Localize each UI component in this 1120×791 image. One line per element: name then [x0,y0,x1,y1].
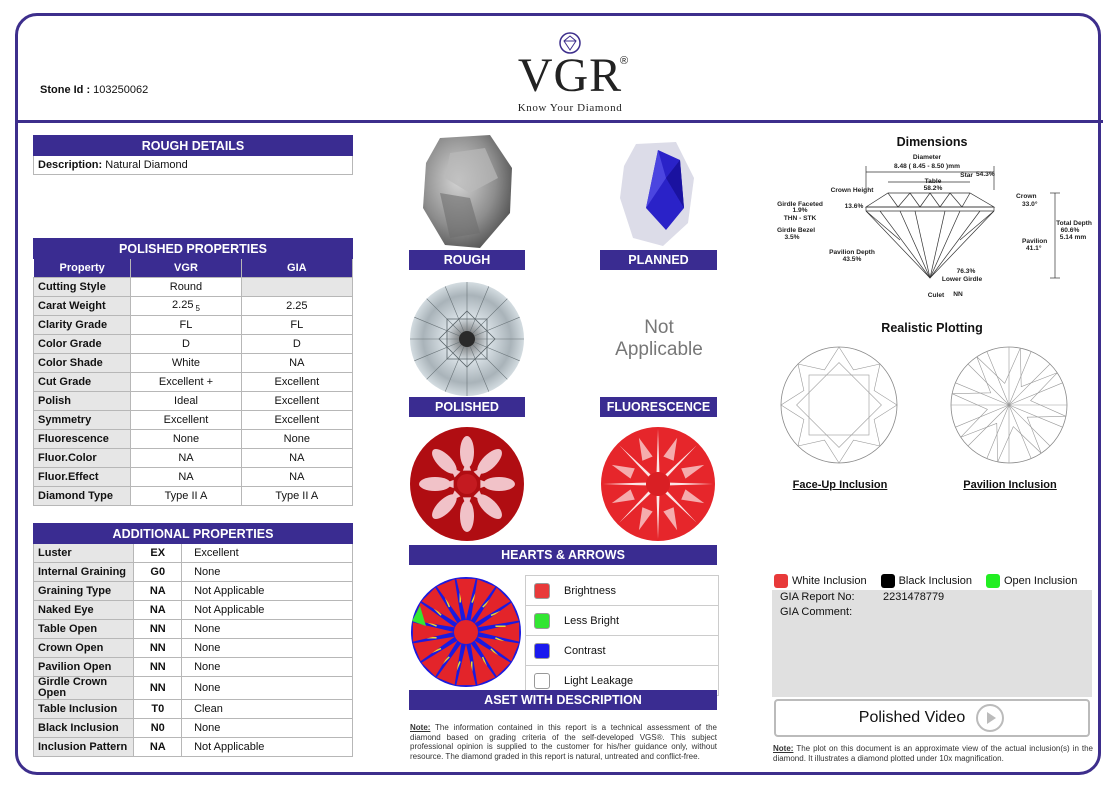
property-label: Fluor.Effect [34,468,131,487]
vgr-value [131,487,241,506]
polished-caption: POLISHED [409,397,525,417]
additional-value: None [182,639,353,658]
vgr-value-text: NA [178,452,194,464]
additional-label: Luster [34,544,134,563]
dim-girdle-bezel-label: Girdle Bezel [776,227,816,234]
hearts-image [409,426,525,542]
stone-id-value: 103250062 [93,84,149,96]
additional-label: Naked Eye [34,601,134,620]
inclusion-swatch-icon [774,574,788,588]
dim-lower-girdle-value: 76.3% [956,268,976,275]
dim-pavilion-depth-value: 43.5% [842,256,862,263]
inclusion-legend-label: White Inclusion [792,575,867,587]
property-label: Color Grade [34,335,131,354]
col-header-property: Property [34,259,131,278]
dim-girdle-thickness: THN - STK [783,215,817,222]
property-label: Clarity Grade [34,316,131,335]
aset-legend [525,575,719,696]
additional-value: None [182,563,353,582]
additional-row [34,563,353,582]
aset-legend-label: Less Bright [564,614,620,627]
gia-value: Excellent [241,411,352,430]
polished-diamond-image [409,281,525,397]
additional-label: Table Open [34,620,134,639]
gia-report-value: 2231478779 [883,591,945,603]
aset-legend-item [526,636,718,666]
inclusion-legend-item [881,574,972,588]
dim-girdle-faceted-label: Girdle Faceted [777,201,823,208]
property-label: Fluorescence [34,430,131,449]
vgr-value-text: Excellent [163,414,209,426]
property-label: Symmetry [34,411,131,430]
gia-value: 2.25 [241,297,352,316]
additional-code: T0 [134,700,182,719]
additional-properties-title: ADDITIONAL PROPERTIES [34,524,353,544]
additional-code: G0 [134,563,182,582]
polished-properties-title: POLISHED PROPERTIES [34,239,353,259]
dim-crown-height-label: Crown Height [830,187,874,194]
logo-text: VGR [517,49,623,102]
vgr-value-text: FL [179,319,193,331]
polished-row [34,278,353,297]
dim-crown-height-value: 13.6% [844,203,864,210]
pavilion-plot [950,346,1068,464]
polished-row [34,411,353,430]
gia-panel [772,590,1092,697]
gia-value: NA [241,449,352,468]
header-divider [15,120,1103,123]
dim-diameter-label: Diameter [912,154,942,161]
additional-code: NA [134,582,182,601]
additional-value: None [182,620,353,639]
property-label: Fluor.Color [34,449,131,468]
vgr-value [131,392,241,411]
polished-properties-table [33,238,353,506]
face-up-plot [780,346,898,464]
additional-label: Girdle Crown Open [34,677,134,700]
additional-label: Table Inclusion [34,700,134,719]
additional-row [34,658,353,677]
inclusion-legend-label: Open Inclusion [1003,575,1078,587]
dim-total-depth-mm: 5.14 mm [1059,234,1087,241]
dim-pavilion-value: 41.1° [1026,245,1042,252]
additional-code: NA [134,738,182,757]
dim-pavilion-depth-label: Pavilion Depth [829,249,875,256]
dim-crown-label: Crown [1016,193,1037,200]
additional-value: Not Applicable [182,738,353,757]
polished-row [34,430,353,449]
gia-value: Excellent [241,373,352,392]
vgr-value-text: Type II A [164,490,208,502]
additional-label: Crown Open [34,639,134,658]
aset-legend-label: Light Leakage [564,674,634,687]
hearts-arrows-caption: HEARTS & ARROWS [409,545,717,565]
additional-code: NN [134,620,182,639]
vgr-value-text: NA [178,471,194,483]
gia-value: FL [241,316,352,335]
note-left [410,723,717,761]
additional-code: NA [134,601,182,620]
stone-id [40,84,148,96]
gia-value: Type II A [241,487,352,506]
gia-value: None [241,430,352,449]
aset-legend-label: Brightness [564,584,616,597]
additional-row [34,700,353,719]
additional-row [34,677,353,700]
additional-value: None [182,658,353,677]
dim-culet-label: Culet [927,292,945,299]
inclusion-legend-label: Black Inclusion [898,575,972,587]
dim-crown-value: 33.0° [1022,201,1038,208]
additional-value: Not Applicable [182,601,353,620]
vgr-value-text: D [181,338,190,350]
inclusion-legend-item [774,574,867,588]
polished-row [34,392,353,411]
color-swatch-icon [534,613,550,629]
additional-value: Not Applicable [182,582,353,601]
property-label: Cutting Style [34,278,131,297]
diamond-logo-icon [559,32,581,54]
stone-id-label: Stone Id : [40,84,91,96]
additional-value: None [182,719,353,738]
rough-details-table [33,135,353,175]
polished-row [34,373,353,392]
face-up-inclusion-label: Face-Up Inclusion [792,479,888,491]
property-label: Color Shade [34,354,131,373]
additional-properties-table [33,523,353,757]
vgr-value-subscript: 5 [195,304,200,314]
additional-label: Black Inclusion [34,719,134,738]
property-label: Carat Weight [34,297,131,316]
color-swatch-icon [534,583,550,599]
description-label: Description: [38,159,103,171]
polished-row [34,316,353,335]
logo-tagline: Know Your Diamond [517,102,623,114]
vgr-value [131,278,241,297]
vgr-value [131,430,241,449]
vgr-value-text: White [171,357,201,369]
additional-label: Graining Type [34,582,134,601]
planned-diamond-image [618,138,698,248]
description-value: Natural Diamond [105,159,188,171]
dimensions-diagram [770,150,1095,302]
additional-value: Excellent [182,544,353,563]
property-label: Diamond Type [34,487,131,506]
vgr-value [131,297,241,316]
color-swatch-icon [534,643,550,659]
color-swatch-icon [534,673,550,689]
polished-row [34,354,353,373]
aset-caption: ASET WITH DESCRIPTION [409,690,717,710]
additional-code: NN [134,677,182,700]
rough-caption: ROUGH [409,250,525,270]
fluorescence-caption: FLUORESCENCE [600,397,717,417]
polished-row [34,335,353,354]
dim-diameter-value: 8.48 ( 8.45 - 8.50 )mm [894,163,960,170]
inclusion-legend [774,574,1091,588]
additional-label: Internal Graining [34,563,134,582]
vgr-value [131,468,241,487]
rough-details-title: ROUGH DETAILS [34,136,353,156]
vgr-value [131,449,241,468]
vgr-value [131,373,241,392]
vgr-value [131,354,241,373]
rough-diamond-image [420,133,515,251]
inclusion-swatch-icon [986,574,1000,588]
additional-code: NN [134,658,182,677]
aset-legend-item [526,576,718,606]
additional-row [34,719,353,738]
property-label: Cut Grade [34,373,131,392]
polished-video-label: Polished Video [858,709,966,726]
dim-lower-girdle-label: Lower Girdle [941,276,983,283]
vgr-value-text: Excellent + [158,376,214,388]
dim-total-depth-label: Total Depth [1056,220,1092,227]
additional-code: N0 [134,719,182,738]
additional-label: Pavilion Open [34,658,134,677]
polished-row [34,468,353,487]
dim-table-label: Table [924,178,942,185]
additional-code: NN [134,639,182,658]
aset-legend-item [526,606,718,636]
polished-row [34,449,353,468]
note-left-label: Note: [410,723,431,732]
fluorescence-not-applicable: Not Applicable [615,317,703,360]
gia-report-label: GIA Report No: [780,591,855,603]
planned-caption: PLANNED [600,250,717,270]
note-left-text: The information contained in this report is a technical assessment of the diamond based on grading criteria of the self-developed VGS®. This subject professional opinion is supplied to the customer for his/her guidance only, without resource. The diamond graded in this report is natural, untreated and conflict-free. [410,723,718,761]
plotting-title: Realistic Plotting [881,321,983,335]
gia-value: Excellent [241,392,352,411]
additional-value: Clean [182,700,353,719]
additional-row [34,601,353,620]
note-right-text: The plot on this document is an approximate view of the actual inclusion(s) in the diamond. It illustrates a diamond plotted under 10x magnification. [773,744,1094,763]
note-right-label: Note: [773,744,794,753]
vgr-value-text: Round [169,281,203,293]
additional-row [34,639,353,658]
inclusion-legend-item [986,574,1077,588]
gia-value [241,278,352,297]
col-header-vgr: VGR [131,259,241,278]
dim-star-label: Star [960,172,973,179]
gia-comment-label: GIA Comment: [780,606,853,618]
polished-row [34,297,353,316]
polished-row [34,487,353,506]
dim-pavilion-label: Pavilion [1022,238,1048,245]
dim-girdle-faceted-value: 1.9% [792,207,808,214]
note-right [773,744,1093,763]
dim-table-value: 58.2% [923,185,943,192]
aset-legend-label: Contrast [564,644,606,657]
vgr-value [131,335,241,354]
additional-row [34,544,353,563]
dim-girdle-bezel-value: 3.5% [784,234,800,241]
vgr-value-text: Ideal [174,395,198,407]
vgr-value-text: None [172,433,200,445]
additional-value: None [182,677,353,700]
inclusion-swatch-icon [881,574,895,588]
vgr-value [131,316,241,335]
dim-star-value: 54.3% [976,171,995,178]
gia-value: NA [241,354,352,373]
aset-image [410,576,522,688]
vgr-value-text: 2.25 [172,298,194,311]
vgr-value [131,411,241,430]
play-icon[interactable] [975,703,1005,733]
dim-total-depth-pct: 60.6% [1060,227,1080,234]
additional-row [34,738,353,757]
gia-value: D [241,335,352,354]
polished-video-button[interactable] [774,699,1090,737]
dim-culet-value: NN [953,291,963,298]
additional-row [34,582,353,601]
arrows-image [600,426,716,542]
pavilion-inclusion-label: Pavilion Inclusion [963,479,1057,491]
additional-row [34,620,353,639]
gia-value: NA [241,468,352,487]
additional-code: EX [134,544,182,563]
dimensions-title: Dimensions [896,135,968,149]
vgr-logo [500,30,640,118]
additional-label: Inclusion Pattern [34,738,134,757]
logo-registered: ® [620,55,629,67]
property-label: Polish [34,392,131,411]
col-header-gia: GIA [241,259,352,278]
